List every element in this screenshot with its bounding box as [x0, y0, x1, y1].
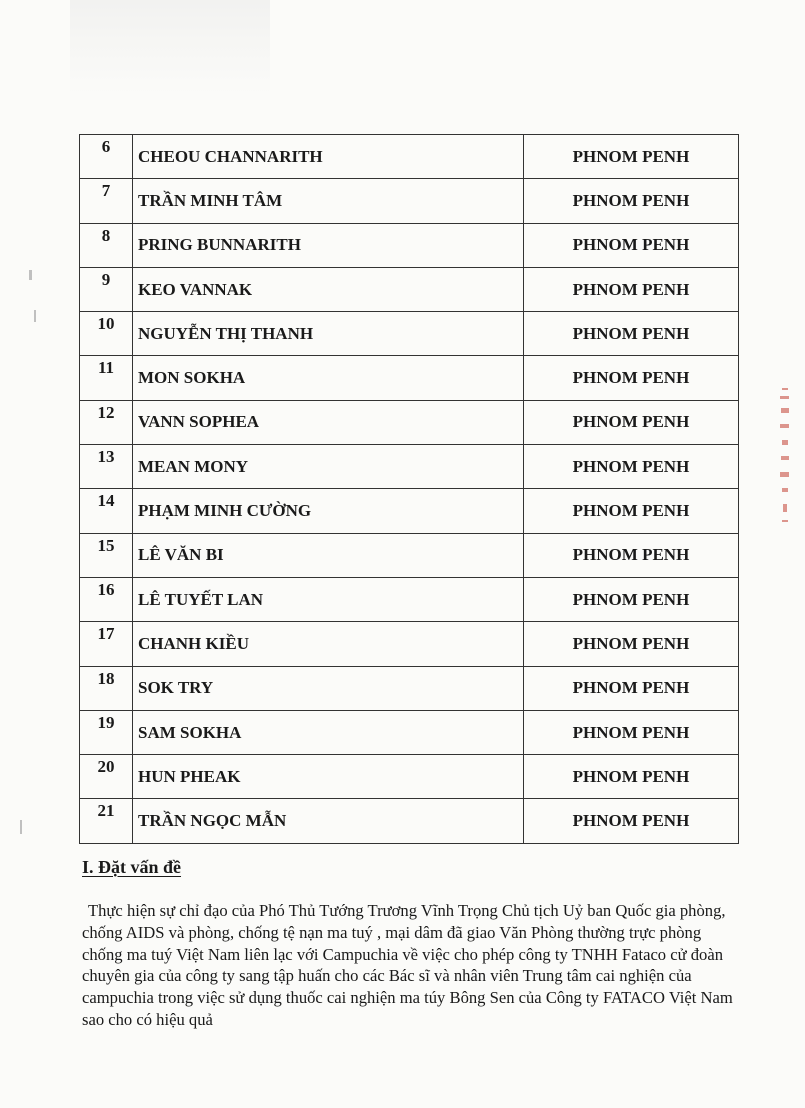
row-number: 13 [80, 445, 133, 489]
table-row [80, 799, 739, 843]
row-number: 20 [80, 755, 133, 799]
participant-name: HUN PHEAK [133, 755, 524, 799]
table-row [80, 622, 739, 666]
margin-speck [29, 270, 32, 280]
participant-city: PHNOM PENH [524, 400, 739, 444]
table-row [80, 755, 739, 799]
participant-table [79, 134, 739, 844]
participant-name: PHẠM MINH CƯỜNG [133, 489, 524, 533]
participant-city: PHNOM PENH [524, 179, 739, 223]
participant-name: SAM SOKHA [133, 710, 524, 754]
participant-name: SOK TRY [133, 666, 524, 710]
table-row [80, 445, 739, 489]
participant-name: PRING BUNNARITH [133, 223, 524, 267]
participant-name: VANN SOPHEA [133, 400, 524, 444]
participant-name: TRẦN NGỌC MẪN [133, 799, 524, 843]
row-number: 8 [80, 223, 133, 267]
participant-table-body [80, 135, 739, 844]
participant-name: MON SOKHA [133, 356, 524, 400]
participant-name: TRẦN MINH TÂM [133, 179, 524, 223]
row-number: 11 [80, 356, 133, 400]
participant-name: LÊ TUYẾT LAN [133, 577, 524, 621]
section-heading: I. Đặt vấn đề [82, 857, 182, 877]
table-row [80, 533, 739, 577]
participant-name: MEAN MONY [133, 445, 524, 489]
participant-name: CHEOU CHANNARITH [133, 135, 524, 179]
participant-name: LÊ VĂN BI [133, 533, 524, 577]
margin-speck [20, 820, 22, 834]
participant-city: PHNOM PENH [524, 445, 739, 489]
participant-city: PHNOM PENH [524, 577, 739, 621]
participant-name: CHANH KIỀU [133, 622, 524, 666]
stamp-graphic [778, 388, 792, 538]
participant-city: PHNOM PENH [524, 755, 739, 799]
row-number: 6 [80, 135, 133, 179]
participant-city: PHNOM PENH [524, 135, 739, 179]
row-number: 7 [80, 179, 133, 223]
table-row [80, 356, 739, 400]
row-number: 10 [80, 312, 133, 356]
row-number: 9 [80, 267, 133, 311]
row-number: 19 [80, 710, 133, 754]
participant-city: PHNOM PENH [524, 799, 739, 843]
table-row [80, 400, 739, 444]
table-row [80, 267, 739, 311]
participant-city: PHNOM PENH [524, 312, 739, 356]
row-number: 17 [80, 622, 133, 666]
participant-name: NGUYỄN THỊ THANH [133, 312, 524, 356]
table-row [80, 666, 739, 710]
table-row [80, 710, 739, 754]
participant-city: PHNOM PENH [524, 267, 739, 311]
participant-city: PHNOM PENH [524, 710, 739, 754]
participant-city: PHNOM PENH [524, 666, 739, 710]
participant-city: PHNOM PENH [524, 223, 739, 267]
table-row [80, 135, 739, 179]
row-number: 12 [80, 400, 133, 444]
table-row [80, 577, 739, 621]
participant-city: PHNOM PENH [524, 489, 739, 533]
row-number: 15 [80, 533, 133, 577]
table-row [80, 489, 739, 533]
side-stamp-mark [778, 388, 792, 538]
table-row [80, 179, 739, 223]
participant-city: PHNOM PENH [524, 356, 739, 400]
section-paragraph: Thực hiện sự chỉ đạo của Phó Thủ Tướng Trương Vĩnh Trọng Chủ tịch Uỷ ban Quốc gia phòng, chống AIDS và phòng, chống tệ nạn ma tuý , mại dâm đã giao Văn Phòng thường trực phòng chống ma tuý Việt Nam liên lạc với Campuchia về việc cho phép công ty TNHH Fataco cử đoàn chuyên gia của công ty sang tập huấn cho các Bác sĩ và nhân viên Trung tâm cai nghiện của campuchia trong việc sử dụng thuốc cai nghiện ma túy Bông Sen của Công ty FATACO Việt Nam sao cho có hiệu quả [82, 901, 733, 1029]
row-number: 14 [80, 489, 133, 533]
participant-name: KEO VANNAK [133, 267, 524, 311]
table-row [80, 312, 739, 356]
bleed-through-shadow [70, 0, 270, 95]
table-row [80, 223, 739, 267]
row-number: 18 [80, 666, 133, 710]
row-number: 21 [80, 799, 133, 843]
margin-speck [34, 310, 36, 322]
participant-city: PHNOM PENH [524, 622, 739, 666]
row-number: 16 [80, 577, 133, 621]
participant-city: PHNOM PENH [524, 533, 739, 577]
